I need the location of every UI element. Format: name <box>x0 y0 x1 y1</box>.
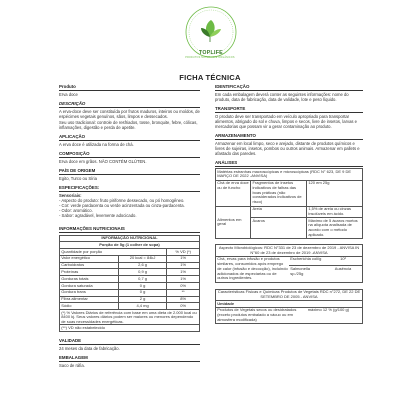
microbiological-box <box>215 244 363 282</box>
brand-name: TOPLIFE <box>199 50 223 56</box>
nutrient-name: Sódio <box>60 303 119 310</box>
nutrient-vd: 1% <box>167 255 200 262</box>
nutrient-qty: 20 kcal = 84kJ <box>118 255 167 262</box>
composicao-value: Erva doce em grãos. NÃO CONTÉM GLÚTEN. <box>59 159 147 164</box>
microbiological-organism: Escherichia coli/g <box>289 257 324 266</box>
armazenamento-value: Armazenar em local limpo, seco e arejado, distante de produtos químicos e livres de sujeiras, insetos, pombos ou outros animais. Armazenar em pallets e afastado das paredes. <box>215 141 360 156</box>
brand-tagline: PRODUTOS NATURAIS E ORGÂNICOS <box>185 56 235 59</box>
identificacao-value: Em cada embalagem deverá conter as seguintes informações: nome do produto, data de fabricação, data de validade, lote e peso líquido. <box>215 92 349 102</box>
micro-table-title: Matérias estranhas macroscópicas e microscópicas (RDC N° 623, DE 9 DE MARÇO DE 2022 -ANVISA) <box>216 169 363 181</box>
espec-sabor: - Sabor: agradável, levemente adocicado. <box>59 213 137 218</box>
nutrition-table <box>59 235 200 333</box>
microbiological-category: Chá, ervas para infusão e produtos similares, consumidos após emprego de calor (infusão e decocção), incluindo adicionados de especiarias ou de outros ingredientes. <box>217 256 288 281</box>
nutrient-name: Proteínas <box>60 269 119 276</box>
nutrient-vd: 0% <box>167 283 200 290</box>
table-row <box>216 206 363 218</box>
armazenamento-heading: ARMAZENAMENTO <box>215 133 363 140</box>
nutrient-qty: 0,9 g <box>118 269 167 276</box>
nutrient-name: Valor energético <box>60 255 119 262</box>
table-row <box>216 257 362 266</box>
physicochemical-table <box>216 301 362 323</box>
aplicacao-value: A erva doce é utilizada na forma de chá. <box>59 142 134 147</box>
transporte-value: O produto deve ser transportado em veículo apropriado para transportar alimentos, abrigado do sol e chuva, limpos e secos, livre de insetos, larvas e mercadorias que possam vir a gerar contaminação ao produto. <box>215 114 357 129</box>
physicochemical-box <box>215 289 363 325</box>
identificacao-heading: IDENTIFICAÇÃO <box>215 84 363 91</box>
descricao-text-1: A erva-doce deve ser constituída por frutos maduros, inteiros ou moídos, de espécimes vegetais genuínos, sãos, limpos e dessecados. <box>59 109 200 119</box>
nutrition-col-qty: Quantidade por porção <box>60 249 167 256</box>
micro-description: Areia <box>251 206 307 218</box>
nutrient-name: Carboidratos <box>60 262 119 269</box>
nutrient-name: Gorduras totais <box>60 276 119 283</box>
table-row <box>60 289 200 296</box>
nutrient-vd: 1% <box>167 276 200 283</box>
especificacoes-heading: ESPECIFICAÇÕES: <box>59 185 200 192</box>
micro-description: Ácaros <box>251 218 307 239</box>
nutrition-portion: Porção de 5g (1 colher de sopa) <box>60 242 200 249</box>
produto-value: Erva doce <box>59 92 78 97</box>
validade-value: 24 meses da data de fabricação. <box>59 346 120 352</box>
table-row <box>60 303 200 310</box>
left-column <box>59 84 200 368</box>
microbiological-value: 10² <box>324 257 362 266</box>
micro-value: Máximo de 5 ácaros mortos na alíquota analisada de acordo com o método aplicado. <box>307 218 363 239</box>
nutricional-heading: INFORMAÇÕES NUTRICIONAIS <box>59 226 200 233</box>
descricao-heading: DESCRIÇÃO <box>59 101 200 108</box>
micro-value: 120 em 25g <box>307 180 363 206</box>
nutrient-qty: 2,6 g <box>118 262 167 269</box>
micro-value: 1,5% de areia ou cinzas insolúveis em ácido. <box>307 206 363 218</box>
validade-heading: VALIDADE <box>59 338 200 345</box>
table-row <box>60 296 200 303</box>
descricao-text-2: Seu uso tradicional: controle de resfriados, tosse, bronquite, febre, cólicas, inflamações, digestão e perda de apetite. <box>59 120 198 130</box>
physicochemical-value: máximo 12 % (g/100 g) <box>307 307 362 323</box>
table-row <box>60 262 200 269</box>
physicochemical-description: Produtos de Vegetais secos ou desidratados (exceto produtos embalado a vácuo ou em atmosfera modificada) <box>216 307 307 323</box>
nutrient-qty: 0 g <box>118 283 167 290</box>
nutrient-name: Fibra alimentar <box>60 296 119 303</box>
aplicacao-heading: APLICAÇÃO <box>59 134 200 141</box>
nutrition-note-2: (**) VD não estabelecido <box>60 325 200 332</box>
nutrient-qty: 4,4 mg <box>118 303 167 310</box>
nutrient-qty: 0,7 g <box>118 276 167 283</box>
table-row <box>60 276 200 283</box>
nutrition-table-title: INFORMAÇÃO NUTRICIONAL <box>60 235 200 242</box>
microbiological-organism: Salmonella sp./25g <box>289 266 324 282</box>
composicao-heading: COMPOSIÇÃO <box>59 151 200 158</box>
table-row <box>60 255 200 262</box>
microbiological-title: Aspecto Microbiológicos: RDC N°331 de 23 de dezembro de 2019 - ANVISA IN N°60 de 23 de dezembro de 2019 -ANVISA <box>216 245 362 256</box>
microbiological-table <box>216 257 362 282</box>
nutrient-vd: 1% <box>167 262 200 269</box>
nutrient-qty: 2 g <box>118 296 167 303</box>
micro-table <box>215 168 363 239</box>
transporte-heading: TRANSPORTE <box>215 106 363 113</box>
nutrient-vd: 8% <box>167 296 200 303</box>
physicochemical-column: Umidade <box>216 301 362 307</box>
micro-category: Alimentos em geral <box>216 206 251 239</box>
right-column <box>215 84 363 324</box>
origem-value: Egito, Turco ou Síria <box>59 176 97 181</box>
nutrition-col-vd: % VD (*) <box>167 249 200 256</box>
nutrient-name: Gordura saturada <box>60 283 119 290</box>
nutrient-vd: 1% <box>167 269 200 276</box>
nutrient-name: Gordura trans <box>60 289 119 296</box>
analises-heading: ANÁLISES <box>215 160 363 167</box>
physicochemical-title: Características Físicas e Químicas Produtos de Vegetais RDC n°272, DE 22 DE SETEMBRO DE 2005 - ANVISA <box>216 290 362 301</box>
table-row <box>60 269 200 276</box>
table-row <box>60 283 200 290</box>
espec-cor: - Cor: verde pardacenta ou verde acinzentada ou cinza-pardacenta. <box>59 203 185 208</box>
microbiological-value: Ausência <box>324 266 362 282</box>
produto-heading: Produto <box>59 84 200 91</box>
nutrient-qty: 0 g <box>118 289 167 296</box>
embalagem-value: Saco de ráfia. <box>59 363 85 369</box>
micro-description: Fragmentos de insetos indicativos de falhas das boas práticas (não considerados indicativos de risco) <box>251 180 307 206</box>
table-row <box>216 307 362 323</box>
espec-odor: - Odor: aromático. <box>59 208 93 213</box>
especificacoes-sub: Sensoriais: <box>59 193 82 198</box>
nutrition-note-1: (*) % Valores Diários de referência com base em uma dieta de 2.000 kcal ou 8400 kj. Seus valores diários podem ser maiores ou menores dependendo de suas necessidades energéticas. <box>60 310 200 325</box>
nutrient-vd: ** <box>167 289 200 296</box>
nutrient-vd: 0% <box>167 303 200 310</box>
table-row <box>216 180 363 206</box>
origem-heading: PAÍS DE ORIGEM <box>59 168 200 175</box>
micro-category: Chá de erva doce ou de funcho <box>216 180 251 206</box>
espec-aspecto: - Aspecto do produto: fruto piriforme dessecado, ou pó homogêneo. <box>59 198 185 203</box>
page-title: FICHA TÉCNICA <box>179 73 241 82</box>
embalagem-heading: EMBALAGEM <box>59 355 200 362</box>
